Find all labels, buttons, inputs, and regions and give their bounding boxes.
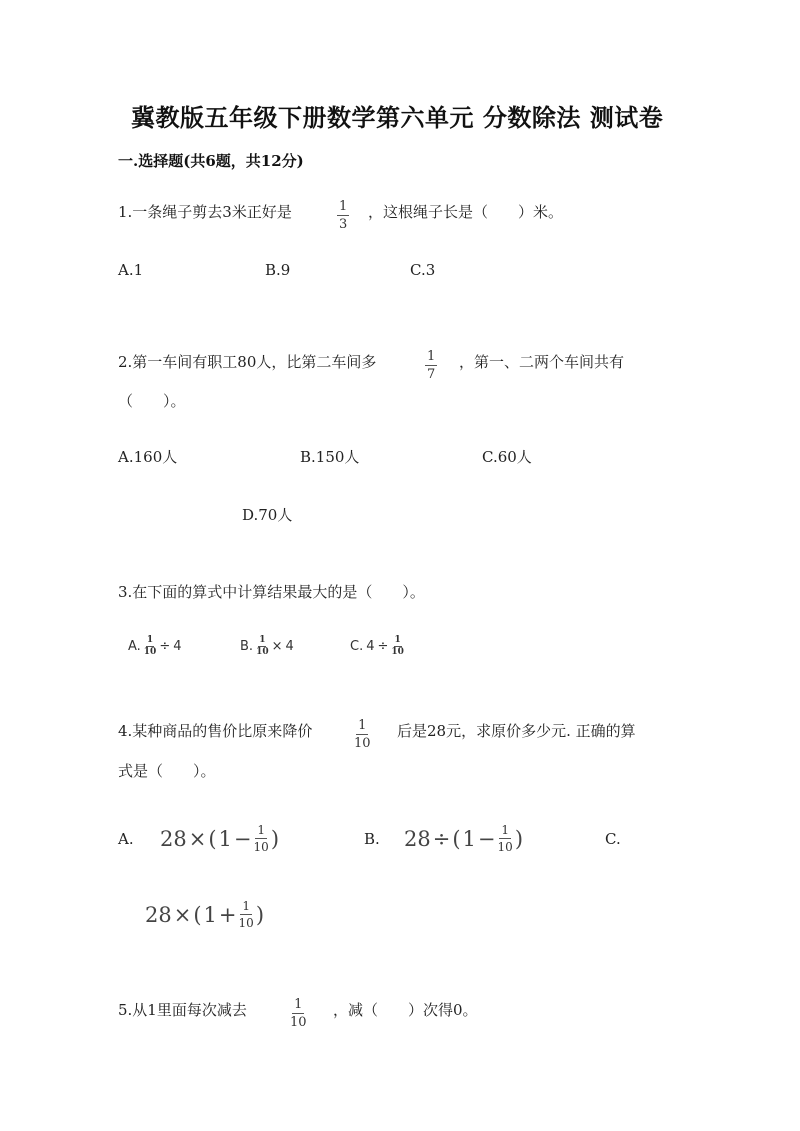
paren: ) [270,826,280,851]
question-4-option-b-expression[interactable] [404,824,523,853]
fraction-numerator: 1 [339,199,348,214]
page-title: 冀教版五年级下册数学第六单元 分数除法 测试卷 [131,103,664,132]
fraction-numerator: 1 [242,899,250,913]
paren: ) [514,826,524,851]
operator: × [271,639,283,654]
question-2-option-d[interactable]: D.70人 [242,506,293,524]
question-5-text-after: ，减（ ）次得0。 [333,1001,478,1019]
fraction-denominator: 10 [290,1015,307,1030]
question-1-text-after: ，这根绳子长是（ ）米。 [368,203,564,221]
question-1-option-a[interactable]: A.1 [118,261,144,279]
question-2-text-line2: （ ）。 [118,392,186,410]
fraction-denominator: 7 [427,367,436,382]
fraction-numerator: 1 [394,635,401,645]
operator: × [188,826,207,851]
question-2-text: 2.第一车间有职工80人，比第二车间多 [118,353,377,371]
question-1-option-b[interactable]: B.9 [265,261,291,279]
operator: ÷ [432,826,451,851]
operator: ÷ [377,639,389,654]
question-1-fraction [337,195,349,231]
question-3-option-a[interactable] [128,636,182,657]
fraction-denominator: 10 [143,647,157,657]
fraction-denominator: 10 [238,916,254,930]
number: 28 [404,826,431,851]
operator: + [218,902,237,927]
operator: × [173,902,192,927]
fraction-numerator: 1 [501,823,509,837]
question-5-text: 5.从1里面每次减去 [118,1001,247,1019]
fraction-denominator: 10 [497,840,513,854]
number: 1 [203,902,217,927]
question-3-text: 3.在下面的算式中计算结果最大的是（ ）。 [118,583,425,601]
question-4-option-a-label[interactable]: A. [118,830,134,848]
fraction-numerator: 1 [358,718,367,733]
operand: 4 [173,639,182,654]
paren: ( [452,826,461,851]
paren: ) [255,902,265,927]
fraction-denominator: 10 [391,647,404,657]
number: 28 [160,826,187,851]
paren: ( [208,826,217,851]
question-2-option-c[interactable]: C.60人 [482,448,532,466]
question-4-text-after: 后是28元，求原价多少元. 正确的算 [397,722,636,740]
question-3-option-b[interactable] [240,636,294,657]
question-2-option-a[interactable]: A.160人 [118,448,178,466]
fraction-denominator: 10 [256,647,269,657]
fraction-numerator: 1 [259,635,266,645]
option-label: C. [350,639,364,654]
question-2-text-after: ，第一、二两个车间共有 [459,353,625,371]
question-1-option-c[interactable]: C.3 [410,261,436,279]
question-4-text: 4.某种商品的售价比原来降价 [118,722,313,740]
operator: − [233,826,252,851]
question-4-fraction [354,714,371,750]
question-4-option-b-label[interactable]: B. [364,830,380,848]
number: 28 [145,902,172,927]
number: 1 [462,826,476,851]
option-label: A. [128,639,141,654]
fraction-numerator: 1 [294,997,303,1012]
paren: ( [193,902,202,927]
fraction-numerator: 1 [146,635,154,645]
question-1-text: 1.一条绳子剪去3米正好是 [118,203,292,221]
operator: − [477,826,496,851]
fraction-denominator: 10 [354,736,371,751]
question-2-option-b[interactable]: B.150人 [300,448,360,466]
question-4-option-a-expression[interactable] [160,824,279,853]
number: 1 [218,826,232,851]
fraction-numerator: 1 [257,823,265,837]
fraction-denominator: 10 [253,840,269,854]
option-label: B. [240,639,254,654]
fraction-numerator: 1 [427,349,436,364]
question-4-option-c-label[interactable]: C. [605,830,621,848]
operand: 4 [285,639,294,654]
fraction-denominator: 3 [339,217,348,232]
question-5-fraction [290,993,307,1029]
question-2-fraction [425,345,437,381]
question-4-text-line2: 式是（ ）。 [118,762,216,780]
section-heading: 一.选择题(共6题，共12分) [118,152,304,170]
operator: ÷ [159,639,171,654]
question-4-option-c-expression[interactable] [145,900,264,929]
operand: 4 [366,639,375,654]
question-3-option-c[interactable] [350,636,404,657]
